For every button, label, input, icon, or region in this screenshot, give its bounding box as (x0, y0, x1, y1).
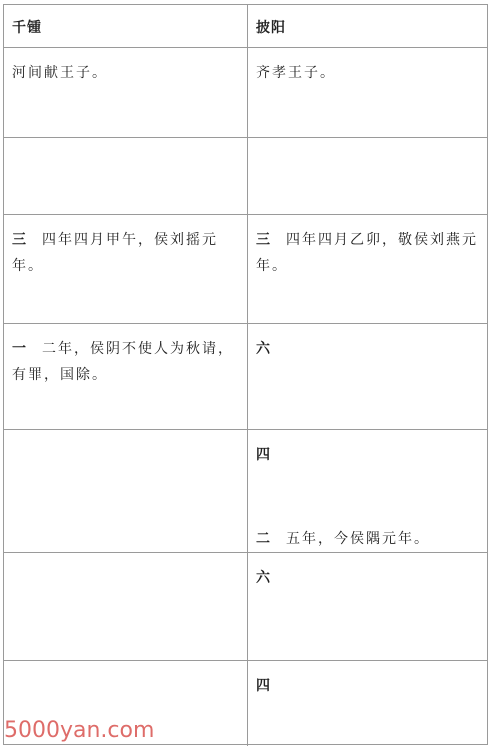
cell-text: 河间献王子。 (12, 65, 108, 81)
table-row (4, 48, 487, 138)
year-number: 六 (256, 341, 272, 357)
cell-left (4, 215, 248, 323)
cell-left (4, 138, 248, 214)
year-number: 二 (256, 531, 272, 547)
table-row (4, 430, 487, 553)
cell-text: 五年，今侯隅元年。 (286, 531, 430, 547)
year-number: 四 (256, 447, 272, 463)
header-row (4, 5, 487, 48)
table-row (4, 553, 487, 661)
table-row (4, 138, 487, 215)
cell-left (4, 48, 248, 137)
cell-left (4, 324, 248, 429)
year-number: 一 (12, 341, 28, 357)
cell-right (248, 138, 487, 214)
year-number: 六 (256, 570, 272, 586)
header-left: 千锺 (4, 5, 248, 47)
year-number: 四 (256, 678, 272, 694)
sub-entry (256, 526, 430, 552)
watermark: 5000yan.com (4, 718, 155, 743)
cell-right (248, 430, 487, 552)
cell-left (4, 430, 248, 552)
table (3, 4, 488, 745)
cell-text: 四年四月甲午，侯刘摇元年。 (12, 232, 218, 274)
cell-right (248, 48, 487, 137)
cell-text: 四年四月乙卯，敬侯刘燕元年。 (256, 232, 478, 274)
cell-text: 齐孝王子。 (256, 65, 336, 81)
year-number: 三 (12, 232, 28, 248)
cell-right (248, 553, 487, 660)
table-row (4, 324, 487, 430)
table-row (4, 215, 487, 324)
cell-left (4, 553, 248, 660)
year-number: 三 (256, 232, 272, 248)
cell-right (248, 661, 487, 746)
cell-text: 二年，侯阴不使人为秋请，有罪，国除。 (12, 341, 234, 383)
cell-right (248, 324, 487, 429)
cell-right (248, 215, 487, 323)
header-right: 披阳 (256, 20, 286, 36)
